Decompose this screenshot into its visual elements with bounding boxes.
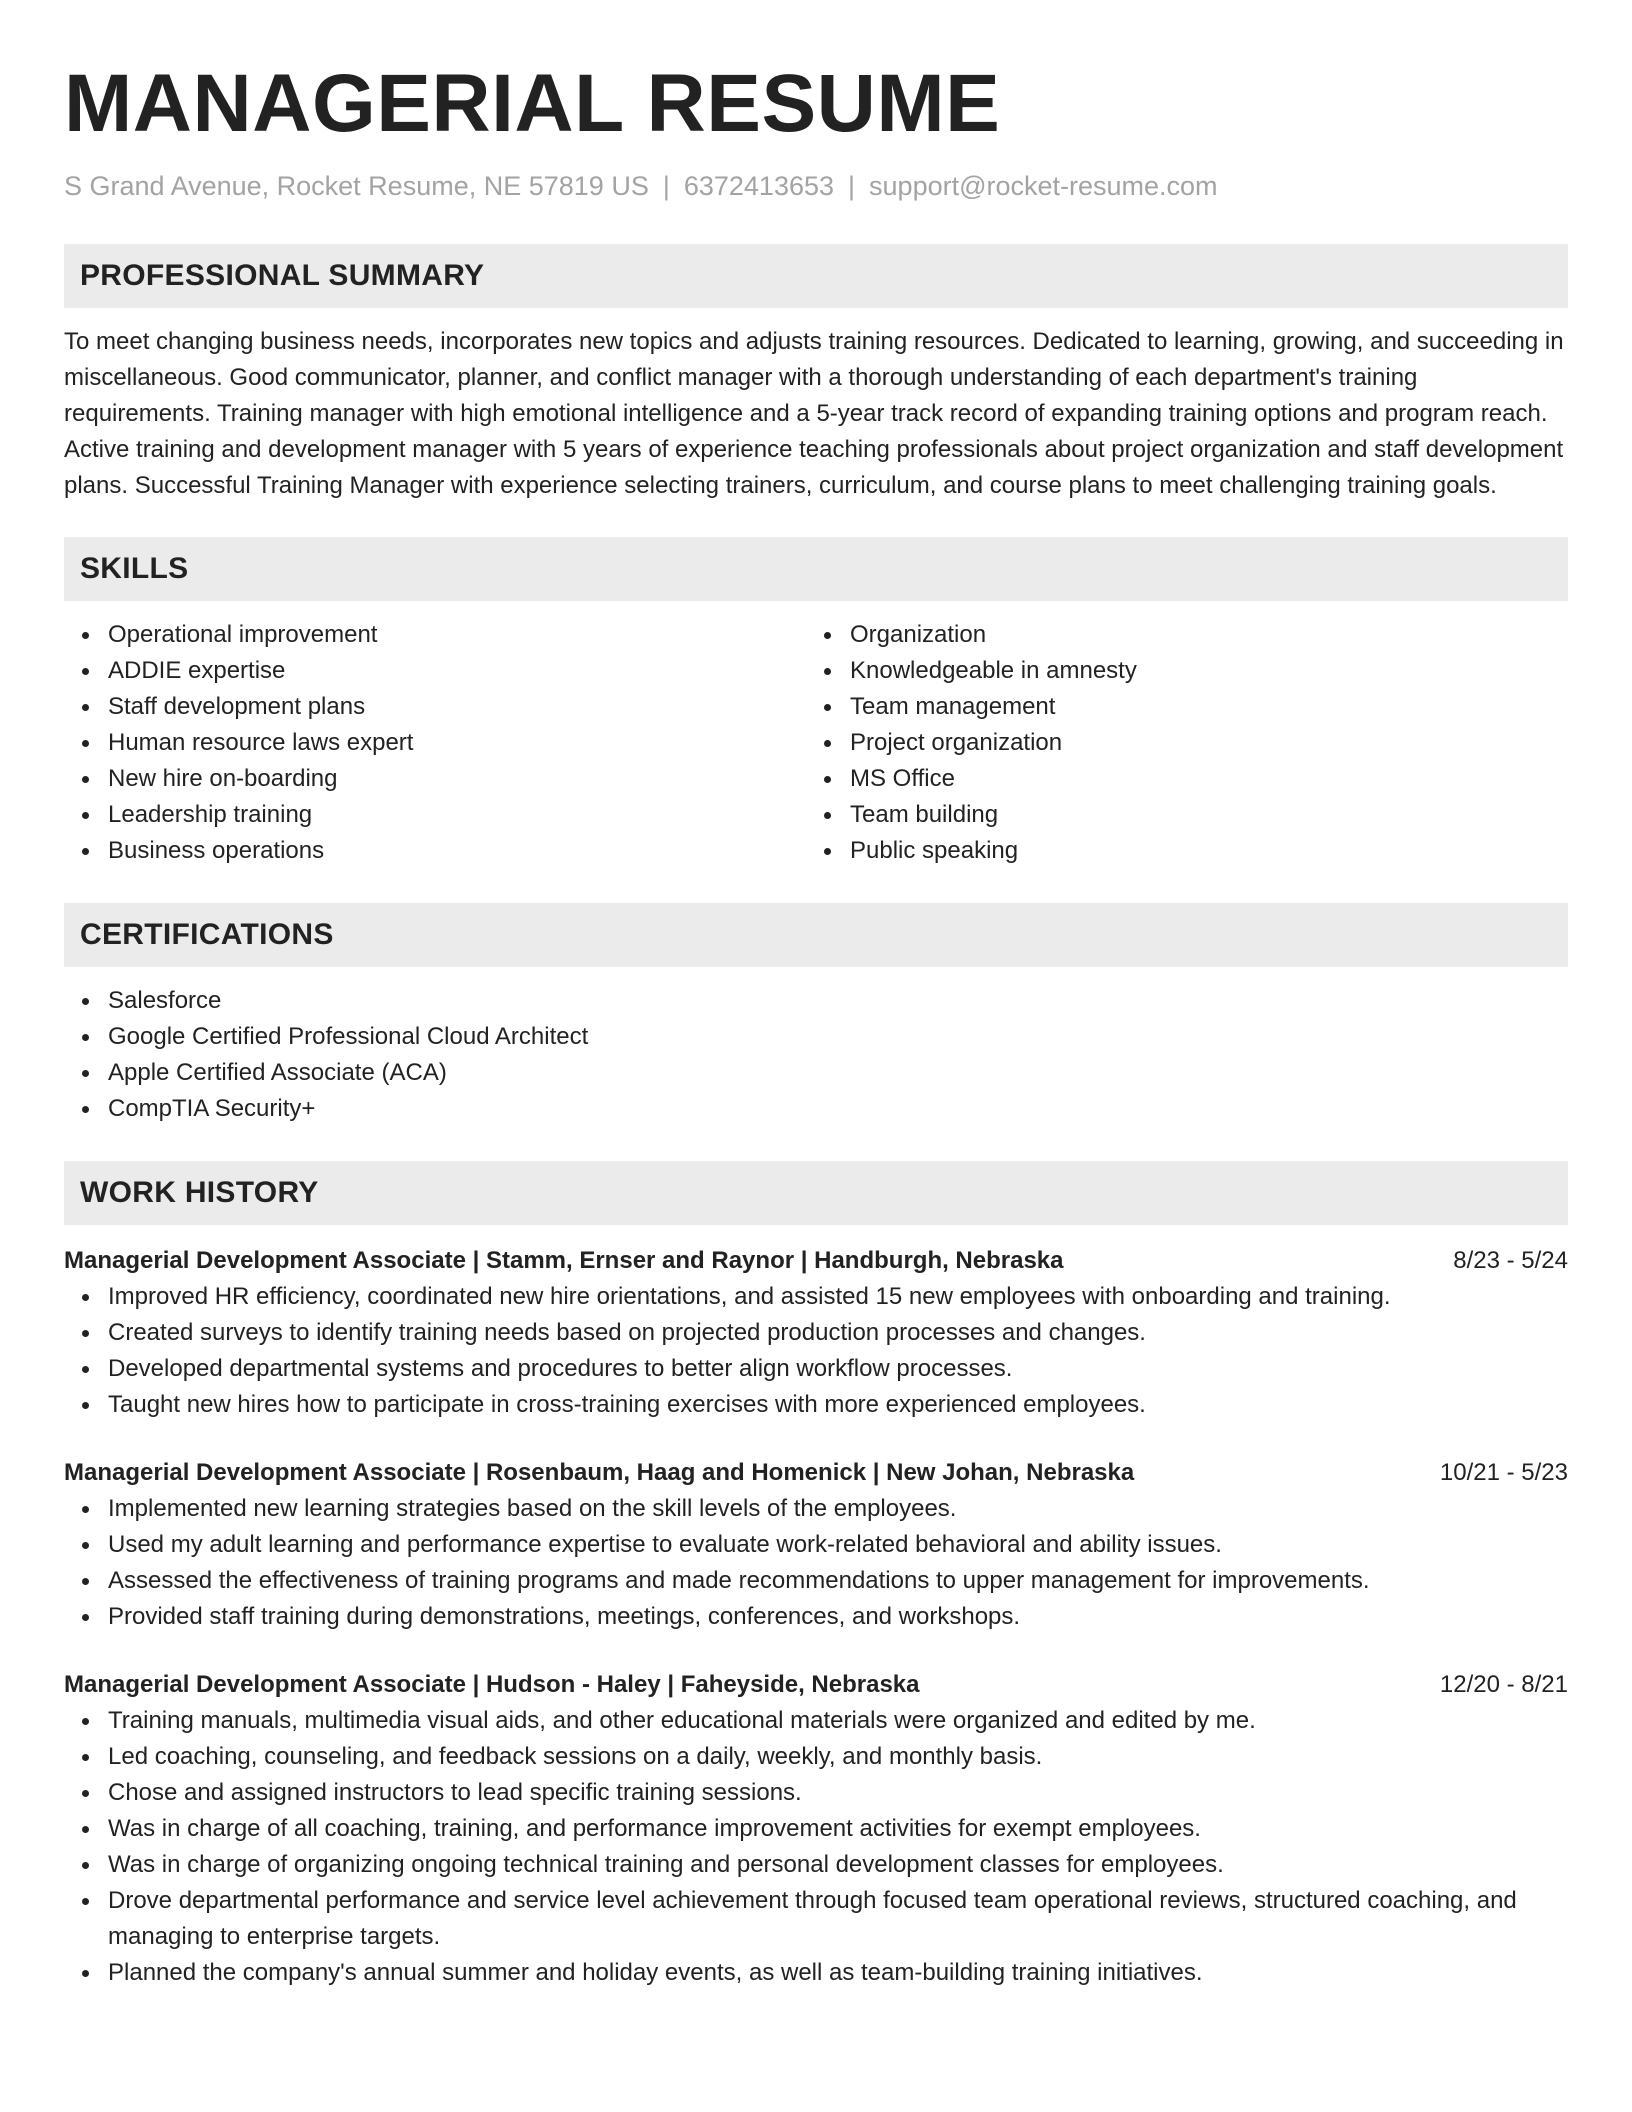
job-bullet: Led coaching, counseling, and feedback sessions on a daily, weekly, and monthly basis.: [64, 1739, 1568, 1775]
job-title: Managerial Development Associate | Hudson - Haley | Faheyside, Nebraska: [64, 1671, 920, 1698]
job-title: Managerial Development Associate | Stamm, Ernser and Raynor | Handburgh, Nebraska: [64, 1247, 1064, 1274]
job-bullets: [64, 1703, 1568, 1991]
skill-item: Business operations: [64, 833, 806, 869]
skill-item: Knowledgeable in amnesty: [806, 653, 1548, 689]
skill-item: Human resource laws expert: [64, 725, 806, 761]
certification-item: Salesforce: [64, 983, 1568, 1019]
skills-list-left: [64, 617, 806, 869]
job-bullet: Provided staff training during demonstrations, meetings, conferences, and workshops.: [64, 1599, 1568, 1635]
certification-item: Google Certified Professional Cloud Architect: [64, 1019, 1568, 1055]
job-bullet: Created surveys to identify training needs based on projected production processes and changes.: [64, 1315, 1568, 1351]
job-bullet: Implemented new learning strategies based on the skill levels of the employees.: [64, 1491, 1568, 1527]
job-bullet: Was in charge of all coaching, training, and performance improvement activities for exempt employees.: [64, 1811, 1568, 1847]
skill-item: Team building: [806, 797, 1548, 833]
contact-address: S Grand Avenue, Rocket Resume, NE 57819 US: [64, 171, 649, 201]
summary-text: To meet changing business needs, incorporates new topics and adjusts training resources. Dedicated to learning, growing, and succeeding in miscellaneous. Good communicator, planner, and conflict manager with a thorough understanding of each department's training requirements. Training manager with high emotional intelligence and a 5-year track record of expanding training options and program reach. Active training and development manager with 5 years of experience teaching professionals about project organization and staff development plans. Successful Training Manager with experience selecting trainers, curriculum, and course plans to meet challenging training goals.: [64, 328, 1564, 499]
certification-item: CompTIA Security+: [64, 1091, 1568, 1127]
job-bullets: [64, 1491, 1568, 1635]
job-bullet: Drove departmental performance and service level achievement through focused team operational reviews, structured coaching, and managing to enterprise targets.: [64, 1883, 1568, 1955]
job-bullet: Improved HR efficiency, coordinated new hire orientations, and assisted 15 new employees with onboarding and training.: [64, 1279, 1568, 1315]
skill-item: Team management: [806, 689, 1548, 725]
resume-page: [64, 0, 1568, 1991]
skill-item: Public speaking: [806, 833, 1548, 869]
job-dates: 8/23 - 5/24: [1453, 1247, 1568, 1274]
job-bullet: Chose and assigned instructors to lead specific training sessions.: [64, 1775, 1568, 1811]
contact-line: [64, 168, 1568, 204]
job-dates: 10/21 - 5/23: [1439, 1459, 1568, 1486]
job-bullet: Developed departmental systems and procedures to better align workflow processes.: [64, 1351, 1568, 1387]
job-dates: 12/20 - 8/21: [1439, 1671, 1568, 1698]
skill-item: MS Office: [806, 761, 1548, 797]
contact-separator: |: [662, 171, 670, 201]
skill-item: Organization: [806, 617, 1548, 653]
skill-item: Leadership training: [64, 797, 806, 833]
resume-title: MANAGERIAL RESUME: [64, 58, 1001, 149]
skills-list-right: [806, 617, 1548, 869]
skill-item: Project organization: [806, 725, 1548, 761]
skill-item: Operational improvement: [64, 617, 806, 653]
skills-heading: SKILLS: [64, 537, 1568, 601]
skill-item: New hire on-boarding: [64, 761, 806, 797]
job-bullet: Assessed the effectiveness of training programs and made recommendations to upper management for improvements.: [64, 1563, 1568, 1599]
certifications-list: [64, 983, 1568, 1127]
job-bullet: Was in charge of organizing ongoing technical training and personal development classes for employees.: [64, 1847, 1568, 1883]
job-bullet: Taught new hires how to participate in cross-training exercises with more experienced employees.: [64, 1387, 1568, 1423]
job-bullet: Used my adult learning and performance expertise to evaluate work-related behavioral and ability issues.: [64, 1527, 1568, 1563]
job-entry: [64, 1455, 1568, 1635]
job-header: [64, 1667, 1568, 1703]
job-bullet: Training manuals, multimedia visual aids, and other educational materials were organized and edited by me.: [64, 1703, 1568, 1739]
contact-separator: |: [848, 171, 856, 201]
summary-heading: PROFESSIONAL SUMMARY: [64, 244, 1568, 308]
skill-item: ADDIE expertise: [64, 653, 806, 689]
work-history-heading: WORK HISTORY: [64, 1161, 1568, 1225]
job-bullet: Planned the company's annual summer and holiday events, as well as team-building training initiatives.: [64, 1955, 1568, 1991]
certification-item: Apple Certified Associate (ACA): [64, 1055, 1568, 1091]
job-entry: [64, 1243, 1568, 1423]
job-header: [64, 1455, 1568, 1491]
job-bullets: [64, 1279, 1568, 1423]
skills-grid: [64, 617, 1568, 869]
job-title: Managerial Development Associate | Rosenbaum, Haag and Homenick | New Johan, Nebraska: [64, 1459, 1135, 1486]
job-entry: [64, 1667, 1568, 1991]
skill-item: Staff development plans: [64, 689, 806, 725]
contact-email: support@rocket-resume.com: [869, 171, 1218, 201]
certifications-heading: CERTIFICATIONS: [64, 903, 1568, 967]
contact-phone: 6372413653: [683, 171, 835, 201]
job-header: [64, 1243, 1568, 1279]
